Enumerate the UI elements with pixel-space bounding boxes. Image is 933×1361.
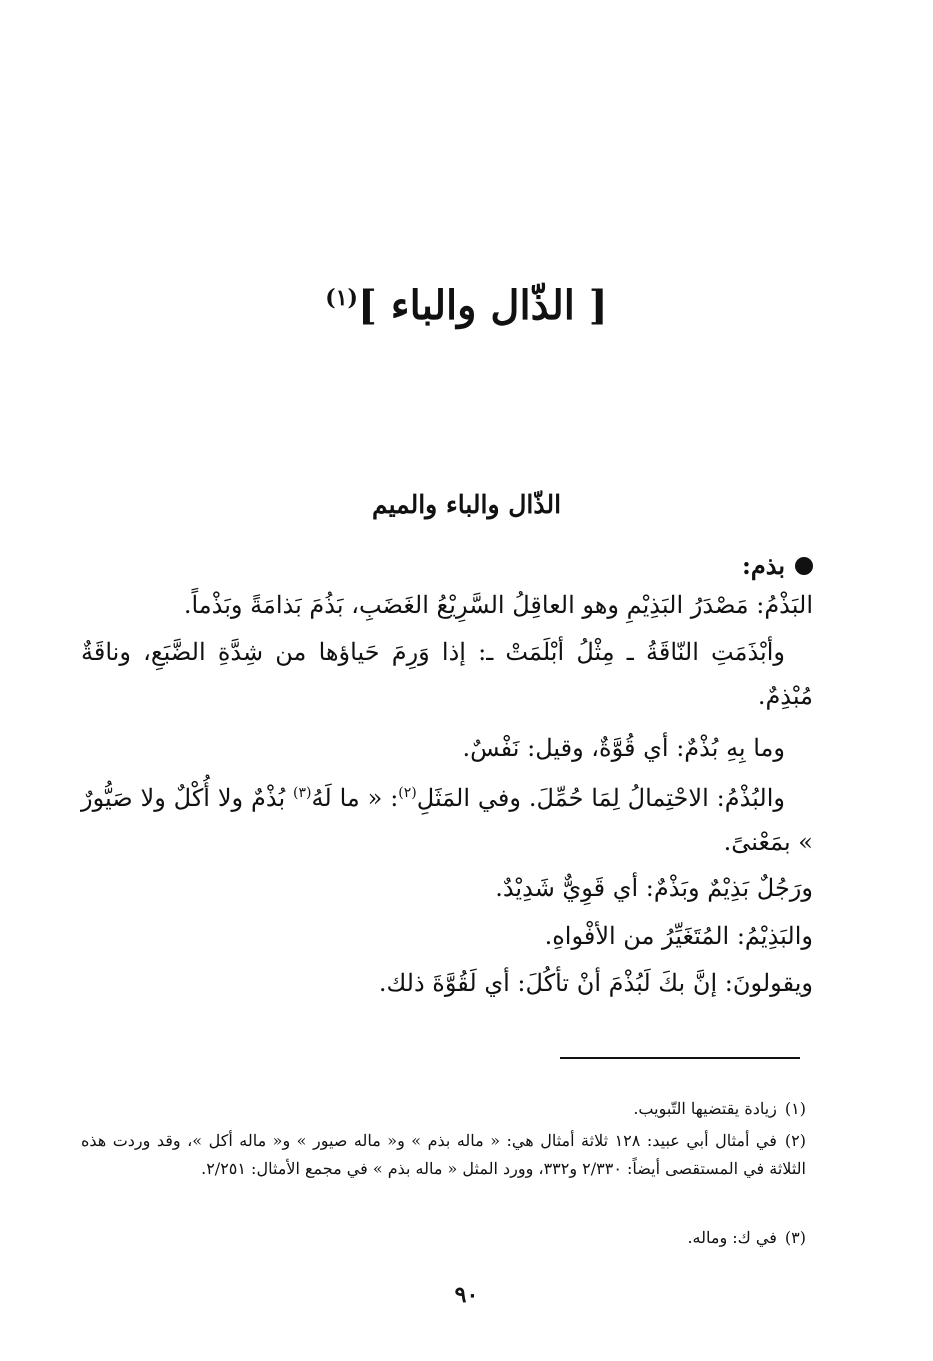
entry-line: والبَذِيْمُ: المُتَغَيِّرُ من الأفْواهِ. xyxy=(544,922,813,950)
entry-paragraph-3 xyxy=(81,726,813,770)
entry-paragraph-6 xyxy=(545,918,813,954)
footnote-number: (٢) xyxy=(784,1131,806,1150)
entry-paragraph-4 xyxy=(81,771,813,864)
footnote-ref: (٢) xyxy=(398,785,417,801)
bullet-dot-icon xyxy=(795,557,813,575)
chapter-title-text: [ الذّال والباء ] xyxy=(357,282,608,329)
footnote-1 xyxy=(81,1095,806,1123)
footnote-text: في أمثال أبي عبيد: ١٢٨ ثلاثة أمثال هي: « ماله بذم » و« ماله صيور » و« ماله أكل »، وقد وردت هذه الثلاثة في المستقصى أيضاً: ٢/٣٣٠ و٣٣٢، وورد المثل « ماله بذم » في مجمع الأمثال: ٢/٢٥١. xyxy=(81,1131,806,1178)
entry-root-heading xyxy=(742,548,813,584)
entry-paragraph-7 xyxy=(379,965,813,1001)
entry-paragraph-1 xyxy=(81,583,813,627)
footnote-text: في ك: وماله. xyxy=(687,1228,777,1247)
footnote-number: (٣) xyxy=(784,1228,806,1247)
entry-line: ويقولونَ: إنَّ بكَ لَبُذْمَ أنْ تأكُلَ: أي لَقُوَّةَ ذلك. xyxy=(378,969,813,997)
footnote-separator xyxy=(560,1057,800,1059)
entry-line: وما بِهِ بُذْمٌ: أي قُوَّةٌ، وقيل: نَفْسٌ. xyxy=(462,734,785,762)
page-number: ٩٠ xyxy=(454,1282,479,1308)
entry-line: ورَجُلٌ بَذِيْمٌ وبَذْمٌ: أي قَوِيٌّ شَدِيْدٌ. xyxy=(495,874,813,902)
entry-root-label: بذم: xyxy=(742,551,785,580)
footnote-2 xyxy=(81,1127,806,1183)
entry-line: البَذْمُ: مَصْدَرُ البَذِيْمِ وهو العاقِلُ السَّرِيْعُ الغَضَبِ، بَذُمَ بَذامَةً وبَذْماً. xyxy=(183,591,813,619)
chapter-title-footnote-ref: (١) xyxy=(325,285,358,311)
entry-line: والبُذْمُ: الاحْتِمالُ لِمَا حُمِّلَ. وفي المَثَلِ xyxy=(416,784,785,812)
entry-paragraph-5 xyxy=(495,870,813,906)
entry-paragraph-2 xyxy=(81,630,813,718)
footnote-number: (١) xyxy=(784,1099,806,1118)
footnote-ref: (٣) xyxy=(293,785,312,801)
section-heading: الذّال والباء والميم xyxy=(371,490,562,519)
entry-line: : « ما لَهُ xyxy=(311,784,399,812)
entry-line: بُذْمٌ ولا أُكْلٌ ولا صَيُّورٌ » بمَعْنىً. xyxy=(81,784,813,856)
footnote-text: زيادة يقتضيها التّبويب. xyxy=(633,1099,777,1118)
footnote-3 xyxy=(81,1224,806,1252)
chapter-title xyxy=(0,268,933,336)
entry-line: وأبْذَمَتِ النّاقَةُ ـ مِثْلُ أبْلَمَتْ ـ: إذا وَرِمَ حَياؤها من شِدَّةِ الضَّبَعِ، وناقَةٌ مُبْذِمٌ. xyxy=(81,638,813,710)
